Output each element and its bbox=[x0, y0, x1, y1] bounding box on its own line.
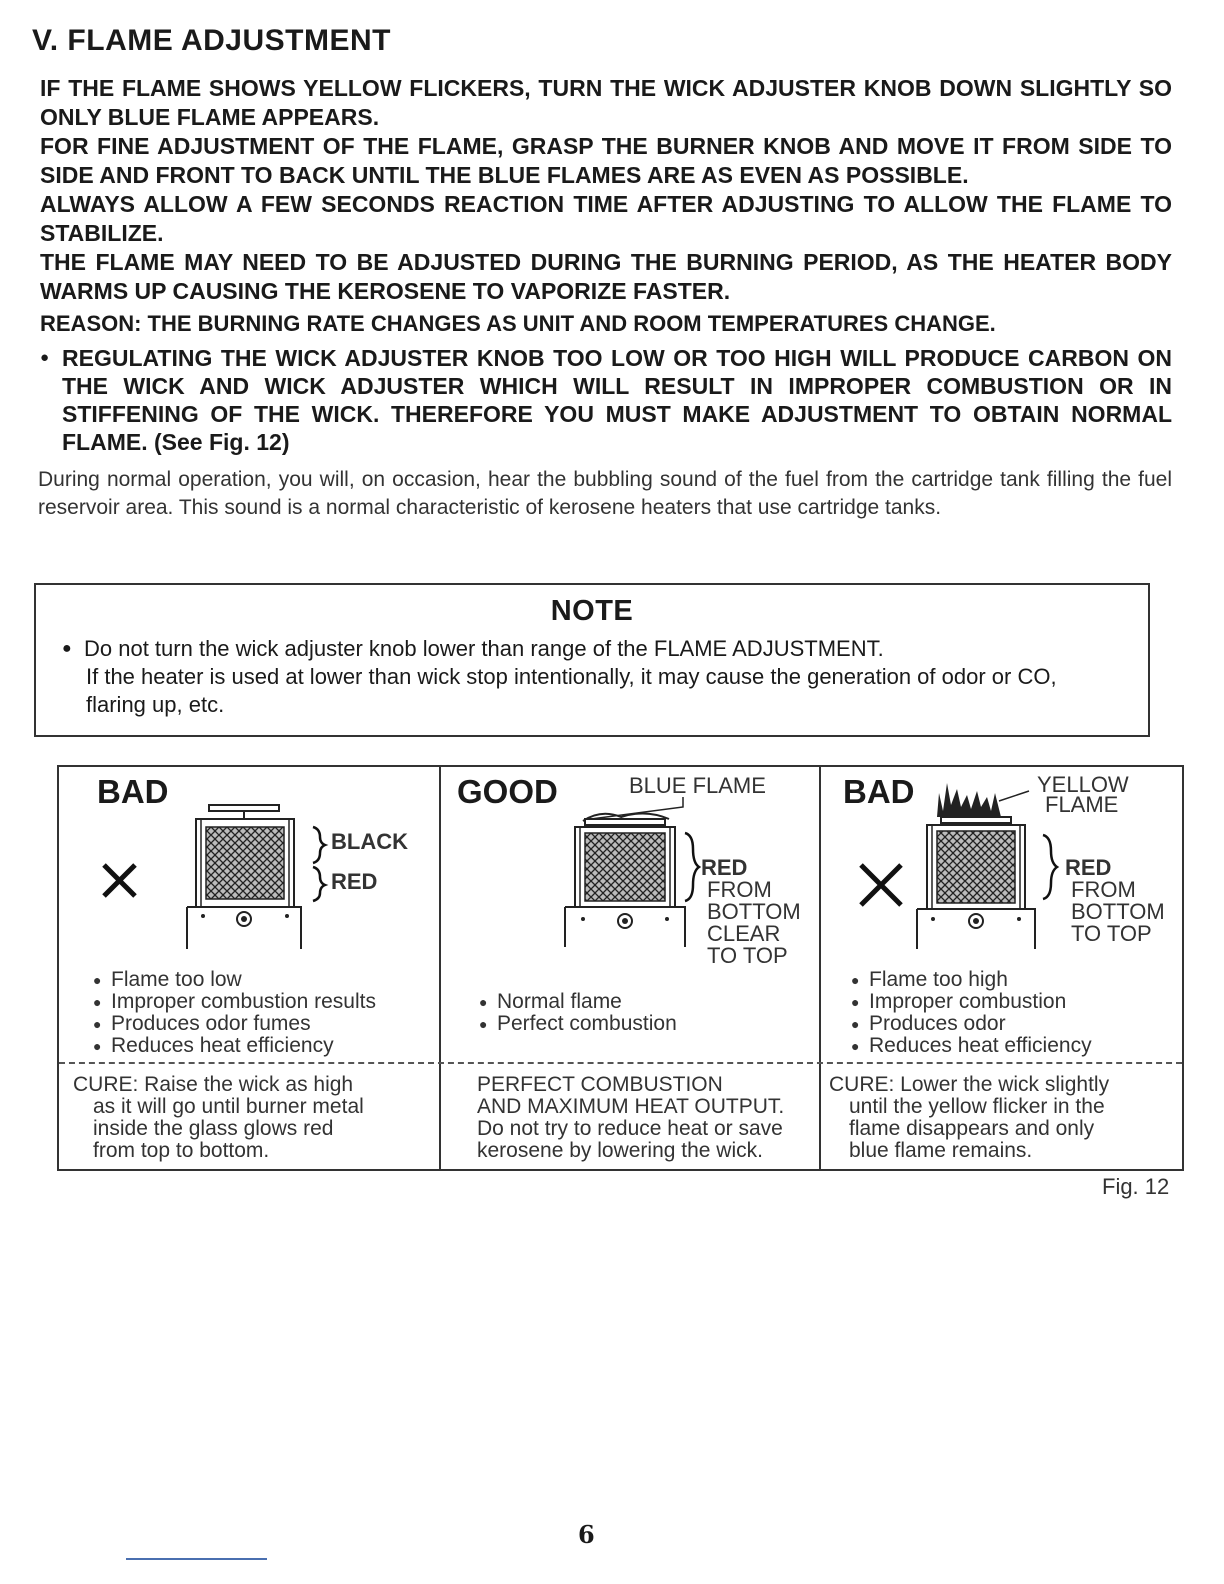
panel-title: BAD bbox=[843, 773, 915, 810]
panel-title: BAD bbox=[97, 773, 169, 810]
cure-line: PERFECT COMBUSTION bbox=[477, 1073, 723, 1096]
note-box bbox=[34, 583, 1150, 737]
desc-line: TO TOP bbox=[1071, 921, 1152, 946]
label-red: RED bbox=[701, 855, 748, 880]
red-description bbox=[707, 879, 801, 967]
yellow-label-line: YELLOW bbox=[1037, 772, 1129, 797]
instructions-block bbox=[40, 74, 1172, 456]
heater-normal-flame-illustration bbox=[551, 797, 701, 957]
label-black: BLACK bbox=[331, 829, 408, 854]
footer-rule bbox=[126, 1558, 267, 1560]
instruction-2: FOR FINE ADJUSTMENT OF THE FLAME, GRASP THE BURNER KNOB AND MOVE IT FROM SIDE TO SIDE AND FRONT TO BACK UNTIL THE BLUE FLAMES ARE AS EVEN AS POSSIBLE. bbox=[40, 133, 1172, 188]
label-red: RED bbox=[331, 869, 378, 894]
cure-line: flame disappears and only bbox=[849, 1117, 1095, 1140]
symptom-item: ● Perfect combustion bbox=[479, 1013, 677, 1035]
cure-line: blue flame remains. bbox=[849, 1139, 1033, 1162]
instruction-1: IF THE FLAME SHOWS YELLOW FLICKERS, TURN THE WICK ADJUSTER KNOB DOWN SLIGHTLY SO ONLY BLUE FLAME APPEARS. bbox=[40, 75, 1172, 130]
panel-title: GOOD bbox=[457, 773, 558, 810]
label-blue-flame: BLUE FLAME bbox=[629, 773, 766, 798]
symptom-item: ● Improper combustion bbox=[851, 991, 1092, 1013]
cure-line: kerosene by lowering the wick. bbox=[477, 1139, 763, 1162]
figure-12-table bbox=[57, 765, 1184, 1171]
cure-text bbox=[829, 1074, 1109, 1162]
symptoms-list bbox=[851, 969, 1092, 1057]
symptoms-list bbox=[93, 969, 376, 1057]
symptom-item: ● Improper combustion results bbox=[93, 991, 376, 1013]
symptom-item: ● Normal flame bbox=[479, 991, 677, 1013]
panel-bad-high bbox=[821, 767, 1182, 1169]
cure-line: CURE: Lower the wick slightly bbox=[829, 1073, 1110, 1096]
cure-text bbox=[73, 1074, 364, 1162]
symptom-item: ● Reduces heat efficiency bbox=[851, 1035, 1092, 1057]
cure-line: as it will go until burner metal bbox=[93, 1095, 364, 1118]
panel-good bbox=[441, 767, 819, 1169]
page-number: 6 bbox=[578, 1520, 595, 1549]
instruction-4: THE FLAME MAY NEED TO BE ADJUSTED DURING THE BURNING PERIOD, AS THE HEATER BODY WARMS UP CAUSING THE KEROSENE TO VAPORIZE FASTER. bbox=[40, 249, 1172, 304]
note-line-2: If the heater is used at lower than wick stop intentionally, it may cause the generation of odor or CO, flaring up, etc. bbox=[86, 664, 1057, 717]
cure-line: AND MAXIMUM HEAT OUTPUT. bbox=[477, 1095, 785, 1118]
note-title: NOTE bbox=[550, 595, 634, 627]
figure-label: Fig. 12 bbox=[1102, 1174, 1170, 1199]
cure-line: inside the glass glows red bbox=[93, 1117, 334, 1140]
symptom-item: ● Flame too high bbox=[851, 969, 1092, 991]
desc-line: TO TOP bbox=[707, 943, 788, 968]
desc-line: CLEAR bbox=[707, 921, 781, 946]
warning-bullet: ● REGULATING THE WICK ADJUSTER KNOB TOO LOW OR TOO HIGH WILL PRODUCE CARBON ON THE WICK AND WICK ADJUSTER WHICH WILL RESULT IN IMPROPER COMBUSTION OR IN STIFFENING OF THE WICK. THEREFORE YOU MUST MAKE ADJUSTMENT TO OBTAIN NORMAL FLAME. (See Fig. 12) bbox=[40, 344, 1172, 456]
red-description bbox=[1071, 879, 1165, 945]
symptom-item: ● Produces odor bbox=[851, 1013, 1092, 1035]
note-line-1: ● Do not turn the wick adjuster knob lower than range of the FLAME ADJUSTMENT. bbox=[62, 635, 1102, 663]
desc-line: BOTTOM bbox=[707, 899, 801, 924]
desc-line: FROM bbox=[707, 877, 772, 902]
cure-line: Do not try to reduce heat or save bbox=[477, 1117, 783, 1140]
panel-bad-low bbox=[59, 767, 439, 1169]
heater-low-flame-illustration bbox=[99, 799, 359, 959]
yellow-label-line: FLAME bbox=[1045, 792, 1119, 817]
symptom-item: ● Reduces heat efficiency bbox=[93, 1035, 376, 1057]
desc-line: FROM bbox=[1071, 877, 1136, 902]
cure-line: CURE: Raise the wick as high bbox=[73, 1073, 354, 1096]
symptoms-list bbox=[479, 991, 677, 1035]
cure-line: until the yellow flicker in the bbox=[849, 1095, 1105, 1118]
label-red: RED bbox=[1065, 855, 1112, 880]
desc-line: BOTTOM bbox=[1071, 899, 1165, 924]
normal-operation-text: During normal operation, you will, on occasion, hear the bubbling sound of the fuel from the cartridge tank filling the fuel reservoir area. This sound is a normal characteristic of kerosene heaters that use cartridge tanks. bbox=[38, 468, 1172, 519]
instruction-3: ALWAYS ALLOW A FEW SECONDS REACTION TIME AFTER ADJUSTING TO ALLOW THE FLAME TO STABILIZE. bbox=[40, 191, 1172, 246]
symptom-item: ● Produces odor fumes bbox=[93, 1013, 376, 1035]
page-heading: V. FLAME ADJUSTMENT bbox=[32, 24, 391, 57]
symptom-item: ● Flame too low bbox=[93, 969, 376, 991]
heater-high-flame-illustration bbox=[853, 773, 1063, 963]
label-yellow-flame bbox=[1037, 772, 1129, 817]
instruction-reason: REASON: THE BURNING RATE CHANGES AS UNIT AND ROOM TEMPERATURES CHANGE. bbox=[40, 311, 996, 336]
cure-text bbox=[477, 1074, 784, 1162]
cure-line: from top to bottom. bbox=[93, 1139, 270, 1162]
